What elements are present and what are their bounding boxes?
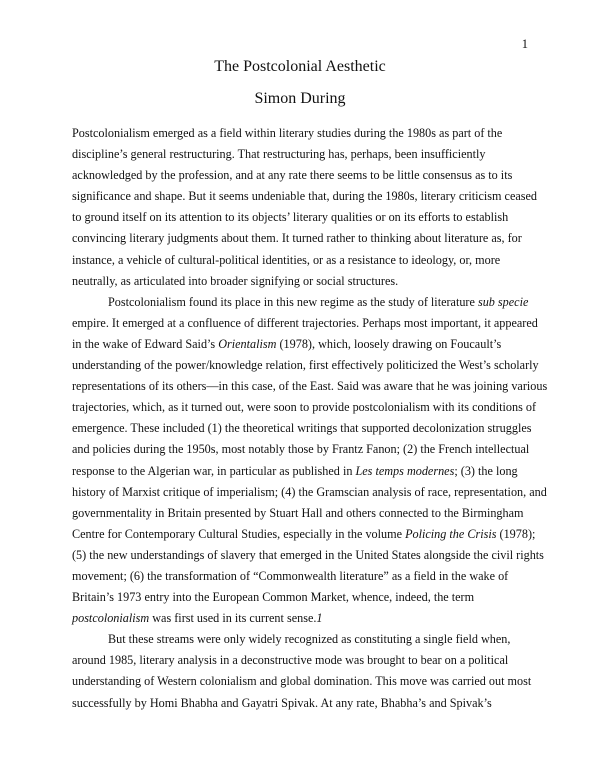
text-segment: around 1985, literary analysis in a deconstructive mode was brought to bear on a political — [72, 653, 509, 668]
text-line — [72, 566, 528, 587]
text-segment: Postcolonialism emerged as a field within literary studies during the 1980s as part of the — [72, 126, 503, 140]
text-line — [72, 355, 539, 376]
text-segment: convincing literary judgments about them. It turned rather to thinking about literature as, for — [72, 231, 522, 246]
text-line — [72, 524, 536, 545]
text-segment: instance, a vehicle of cultural-political identities, or as a resistance to ideology, or, more — [72, 252, 501, 267]
text-segment: significance and shape. But it seems undeniable that, during the 1980s, literary criticism ceased — [72, 189, 538, 204]
text-segment: (1978), which, loosely drawing on Foucault’s — [276, 336, 502, 351]
text-line — [72, 629, 528, 650]
paragraph — [72, 292, 548, 630]
italic-text: sub specie — [477, 294, 529, 309]
text-segment: and policies during the 1950s, most notably those by Frantz Fanon; (2) the French intellectual — [72, 442, 530, 457]
text-segment: acknowledged by the profession, and at any rate there seems to be little consensus as to its — [72, 168, 513, 183]
page-number: 1 — [521, 37, 528, 51]
paragraph — [72, 629, 532, 713]
text-segment: Britain’s 1973 entry into the European Common Market, whence, indeed, the term — [72, 590, 475, 605]
text-segment: representations of its others—in this case, of the East. Said was aware that he was joining various — [72, 379, 548, 394]
text-line — [72, 123, 528, 144]
text-line — [72, 461, 528, 482]
text-line — [72, 693, 528, 714]
text-segment: to ground itself on its attention to its objects’ literary qualities or on its efforts to establish — [72, 210, 509, 225]
text-segment: ; (3) the long — [454, 463, 518, 478]
text-line — [72, 144, 528, 165]
author-name: Simon During — [254, 90, 346, 107]
text-line — [72, 587, 528, 608]
text-line — [72, 397, 537, 418]
text-line — [72, 228, 528, 249]
text-segment: movement; (6) the transformation of “Commonwealth literature” as a field in the wake of — [72, 568, 509, 583]
text-segment: neutrally, as articulated into broader signifying or social structures. — [72, 273, 399, 288]
text-segment: governmentality in Britain presented by Stuart Hall and others connected to the Birmingham — [72, 505, 524, 520]
text-segment: response to the Algerian war, in particular as published in — [72, 463, 356, 478]
text-line — [72, 503, 528, 524]
document-title: The Postcolonial Aesthetic — [214, 58, 386, 75]
text-segment: trajectories, which, as it turned out, were soon to provide postcolonialism with its conditions of — [72, 400, 537, 415]
text-segment: understanding of Western colonialism and global domination. This move was carried out most — [72, 674, 532, 689]
body-text — [72, 123, 548, 714]
text-line — [72, 650, 528, 671]
text-segment: history of Marxist critique of imperialism; (4) the Gramscian analysis of race, representation, and — [72, 484, 547, 499]
text-line — [72, 313, 538, 334]
paragraph — [72, 123, 538, 292]
text-line — [72, 482, 547, 503]
text-line — [72, 439, 528, 460]
text-segment: (1978); — [496, 526, 536, 541]
text-line — [72, 418, 532, 439]
text-line — [72, 671, 532, 692]
italic-text: Orientalism — [218, 336, 277, 351]
text-segment: (5) the new understandings of slavery that emerged in the United States alongside the civil rights — [72, 547, 544, 562]
text-line — [72, 334, 528, 355]
text-line — [72, 545, 544, 566]
italic-text: Les temps modernes — [355, 463, 455, 478]
italic-text: 1 — [316, 611, 323, 626]
text-segment: was first used in its current sense. — [149, 611, 317, 626]
italic-text: Policing the Crisis — [405, 526, 497, 541]
text-segment: in the wake of Edward Said’s — [72, 336, 219, 351]
text-line — [72, 608, 528, 629]
text-line — [72, 165, 528, 186]
text-line — [72, 250, 528, 271]
text-segment: emergence. These included (1) the theoretical writings that supported decolonization struggles — [72, 421, 532, 436]
text-segment: understanding of the power/knowledge relation, first effectively politicized the West’s scholarly — [72, 358, 539, 373]
text-segment: But these streams were only widely recognized as constituting a single field when, — [108, 632, 511, 647]
text-segment: successfully by Homi Bhabha and Gayatri Spivak. At any rate, Bhabha’s and Spivak’s — [72, 695, 492, 710]
text-line — [72, 271, 528, 292]
text-line — [72, 207, 528, 228]
text-line — [72, 186, 538, 207]
text-line — [72, 292, 528, 313]
text-segment: empire. It emerged at a confluence of different trajectories. Perhaps most important, it appeared — [72, 315, 538, 330]
italic-text: postcolonialism — [72, 611, 150, 626]
text-segment: Centre for Contemporary Cultural Studies, especially in the volume — [72, 526, 406, 541]
text-line — [72, 376, 548, 397]
text-segment: discipline’s general restructuring. That restructuring has, perhaps, been insufficiently — [72, 147, 486, 162]
text-segment: Postcolonialism found its place in this new regime as the study of literature — [108, 294, 478, 309]
